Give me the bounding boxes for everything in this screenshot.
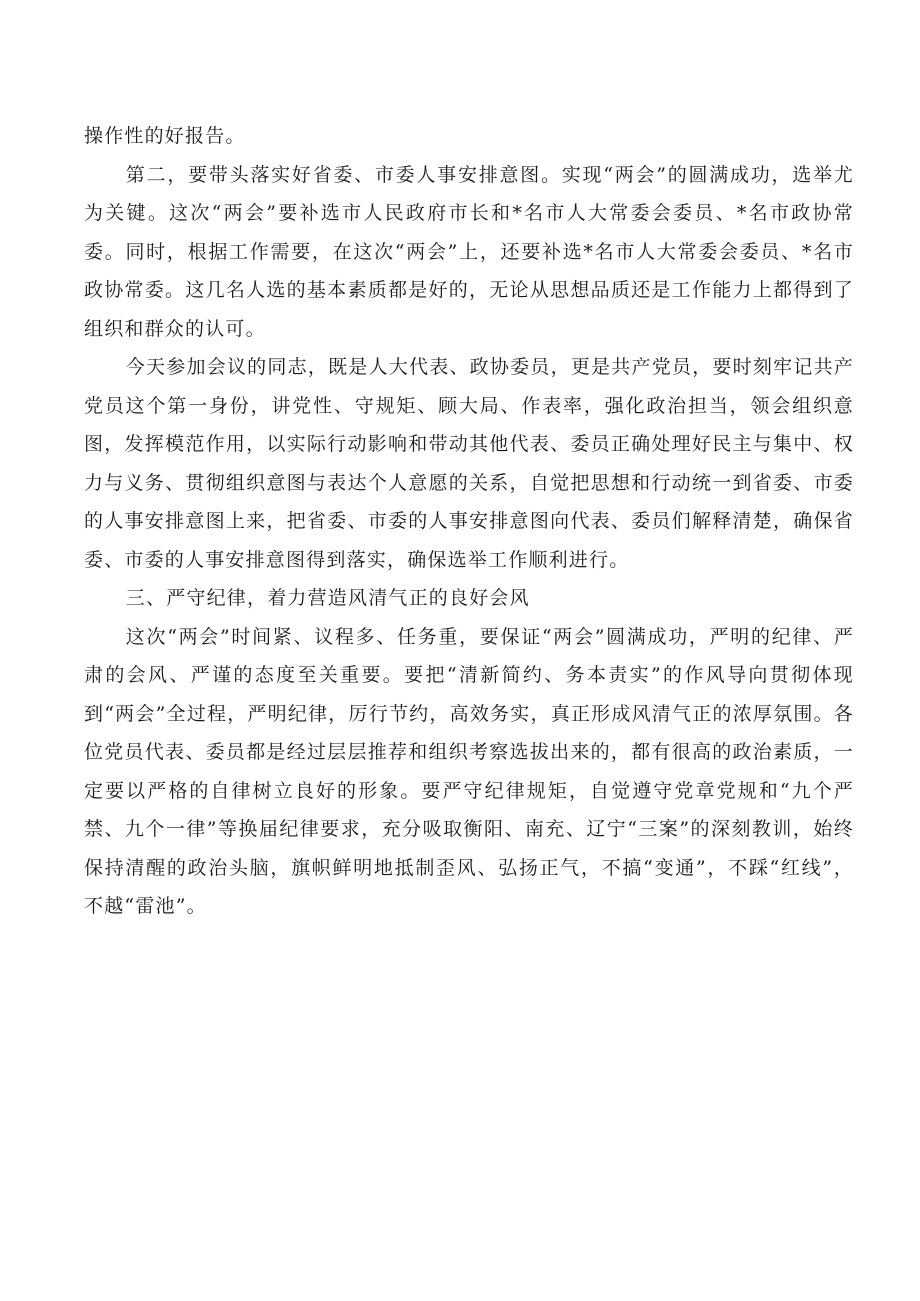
paragraph-party-member-identity: 今天参加会议的同志，既是人大代表、政协委员，更是共产党员，要时刻牢记共产党员这个第一身份，讲党性、守规矩、顾大局、作表率，强化政治担当，领会组织意图，发挥模范作用，以实际行动影响和带动其他代表、委员正确处理好民主与集中、权力与义务、贯彻组织意图与表达个人意愿的关系，自觉把思想和行动统一到省委、市委的人事安排意图上来，把省委、市委的人事安排意图向代表、委员们解释清楚，确保省委、市委的人事安排意图得到落实，确保选举工作顺利进行。 (84, 356, 854, 571)
document-body (84, 117, 854, 926)
paragraph-discipline-requirements: 这次“两会”时间紧、议程多、任务重，要保证“两会”圆满成功，严明的纪律、严肃的会风、严谨的态度至关重要。要把“清新简约、务本责实”的作风导向贯彻体现到“两会”全过程，严明纪律，厉行节约，高效务实，真正形成风清气正的浓厚氛围。各位党员代表、委员都是经过层层推荐和组织考察选拔出来的，都有很高的政治素质，一定要以严格的自律树立良好的形象。要严守纪律规矩，自觉遵守党章党规和“九个严禁、九个一律”等换届纪律要求，充分吸取衡阳、南充、辽宁“三案”的深刻教训，始终保持清醒的政治头脑，旗帜鲜明地抵制歪风、弘扬正气，不搞“变通”，不踩“红线”，不越“雷池”。 (84, 625, 854, 917)
paragraph-continuation: 操作性的好报告。 (84, 125, 246, 147)
section-heading-discipline: 三、严守纪律，着力营造风清气正的良好会风 (125, 587, 530, 609)
paragraph-personnel-arrangement: 第二，要带头落实好省委、市委人事安排意图。实现“两会”的圆满成功，选举尤为关键。这次“两会”要补选市人民政府市长和*名市人大常委会委员、*名市政协常委。同时，根据工作需要，在这次“两会”上，还要补选*名市人大常委会委员、*名市政协常委。这几名人选的基本素质都是好的，无论从思想品质还是工作能力上都得到了组织和群众的认可。 (84, 163, 854, 340)
